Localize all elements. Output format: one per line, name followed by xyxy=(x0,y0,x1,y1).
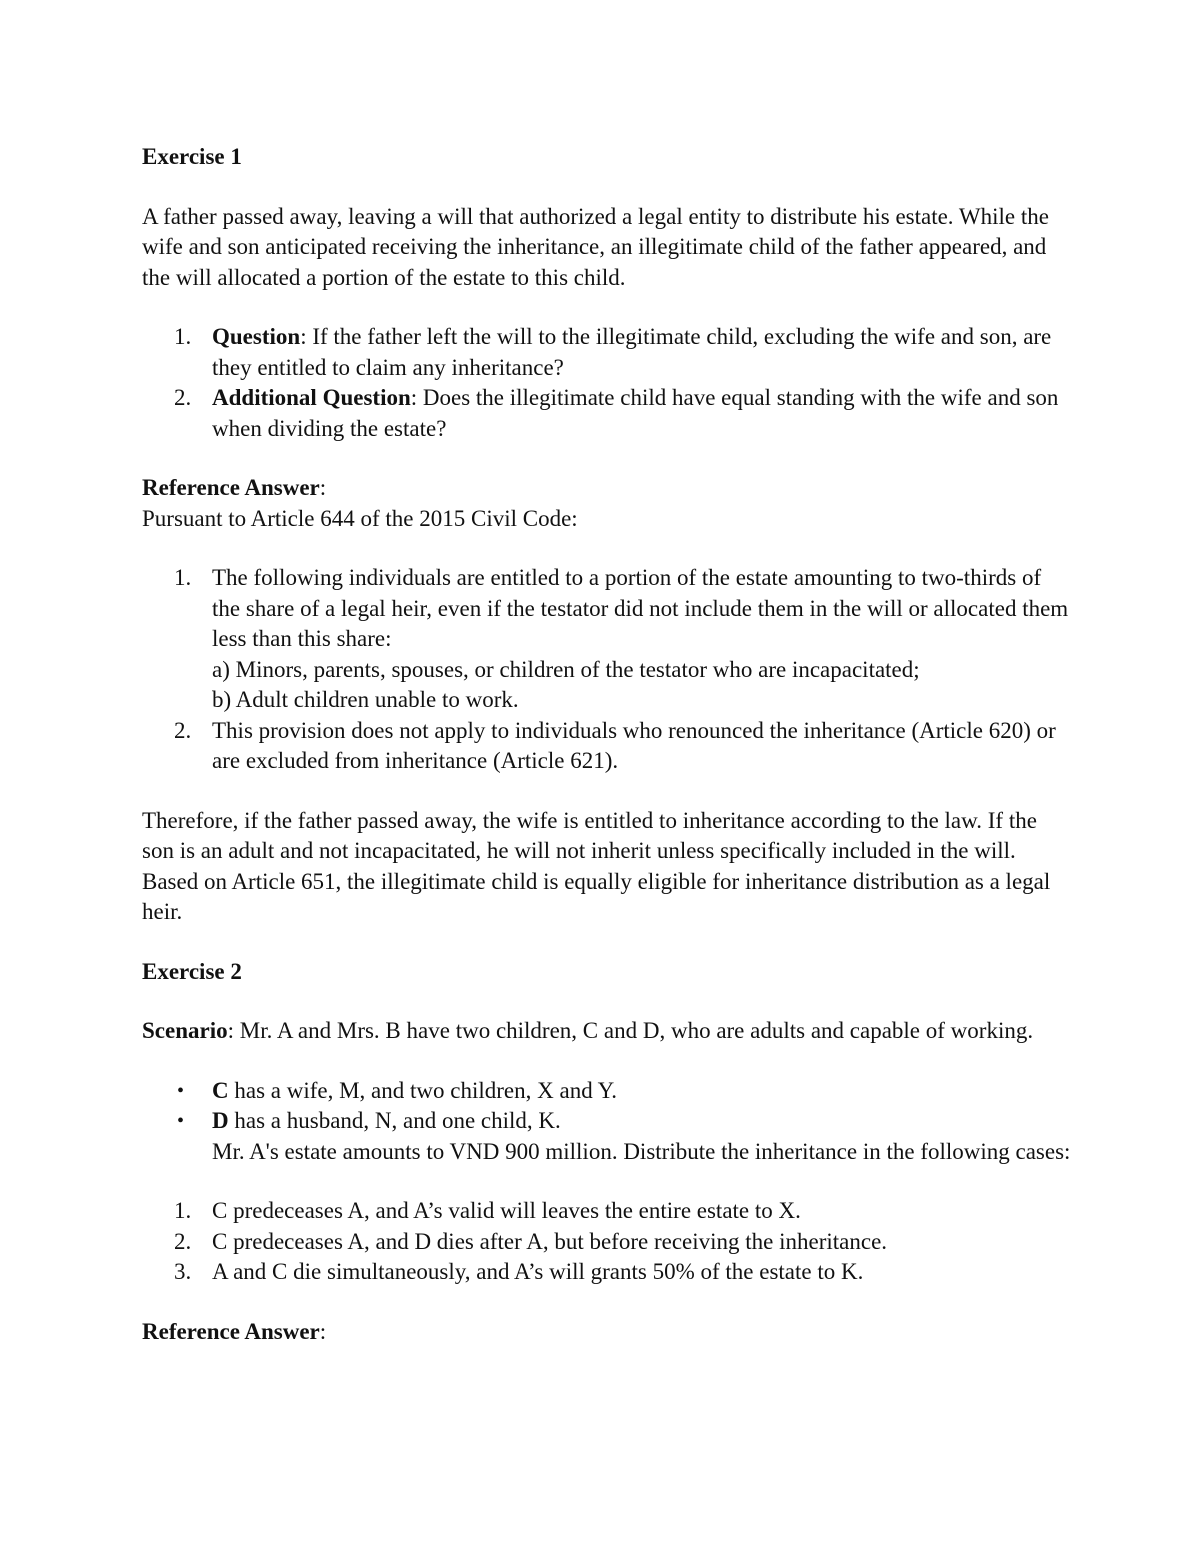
answer-item xyxy=(142,563,1072,716)
reference-answer-intro: Pursuant to Article 644 of the 2015 Civil Code: xyxy=(142,505,578,531)
reference-answer-colon: : xyxy=(319,1318,327,1344)
answer-item xyxy=(142,716,1072,777)
list-marker: 1. xyxy=(174,1198,192,1223)
question-label: Additional Question xyxy=(212,385,411,410)
question-item xyxy=(142,322,1072,383)
spacer xyxy=(142,534,1072,563)
case-item xyxy=(142,1196,1072,1227)
case-item xyxy=(142,1257,1072,1288)
reference-answer-label: Reference Answer xyxy=(142,1318,320,1344)
case-text: C predeceases A, and D dies after A, but before receiving the inheritance. xyxy=(212,1228,888,1254)
answer-sub-a: a) Minors, parents, spouses, or children of the testator who are incapacitated; xyxy=(212,656,920,682)
spacer xyxy=(142,293,1072,322)
spacer xyxy=(142,1288,1072,1317)
reference-answer-label: Reference Answer xyxy=(142,475,320,500)
question-item xyxy=(142,383,1072,444)
bullet-item xyxy=(142,1076,1072,1107)
spacer xyxy=(142,444,1072,473)
family-bullets xyxy=(142,1076,1072,1168)
case-item xyxy=(142,1227,1072,1258)
case-text: C predeceases A, and A’s valid will leaves the entire estate to X. xyxy=(212,1198,801,1223)
exercise-1-intro: A father passed away, leaving a will that authorized a legal entity to distribute his estate. While the wife and son anticipated receiving the inheritance, an illegitimate child of the father appeared, and the will allocated a portion of the estate to this child. xyxy=(142,203,1049,290)
bullet-label: C xyxy=(212,1077,229,1103)
reference-answer-colon: : xyxy=(319,475,327,500)
document-page xyxy=(142,142,1072,1347)
answer-text: The following individuals are entitled to a portion of the estate amounting to two-thirds of the share of a legal heir, even if the testator did not include them in the will or allocated them less than this share: xyxy=(212,565,1069,651)
list-marker: 1. xyxy=(174,324,192,349)
bullet-marker: • xyxy=(177,1110,185,1132)
spacer xyxy=(142,928,1072,957)
exercise-2-reference-answer xyxy=(142,1317,1072,1348)
bullet-text: has a wife, M, and two children, X and Y. xyxy=(228,1077,617,1103)
bullet-label: D xyxy=(212,1108,229,1133)
spacer xyxy=(142,1047,1072,1076)
question-text: : Does the illegitimate child have equal standing with the wife and son when dividing the estate? xyxy=(212,385,1059,441)
list-marker: 2. xyxy=(174,1228,192,1254)
cases-list xyxy=(142,1196,1072,1288)
reference-answer-list xyxy=(142,563,1072,777)
scenario-text: : Mr. A and Mrs. B have two children, C and D, who are adults and capable of working. xyxy=(227,1018,1034,1043)
list-marker: 2. xyxy=(174,385,192,410)
bullet-item xyxy=(142,1106,1072,1167)
scenario-paragraph xyxy=(142,1016,1072,1047)
list-marker: 1. xyxy=(174,565,192,590)
spacer xyxy=(142,1167,1072,1196)
reference-answer-heading xyxy=(142,473,1072,504)
bullet-marker: • xyxy=(177,1079,185,1102)
spacer xyxy=(142,777,1072,806)
bullet-text: has a husband, N, and one child, K. xyxy=(228,1108,561,1133)
bullet-extra-text: Mr. A's estate amounts to VND 900 million. Distribute the inheritance in the following cases: xyxy=(212,1138,1071,1164)
answer-sub-b: b) Adult children unable to work. xyxy=(212,687,519,712)
answer-text: This provision does not apply to individuals who renounced the inheritance (Article 620) or are excluded from inheritance (Article 621). xyxy=(212,717,1056,773)
exercise-2-title: Exercise 2 xyxy=(142,958,242,984)
list-marker: 3. xyxy=(174,1259,192,1284)
case-text: A and C die simultaneously, and A’s will grants 50% of the estate to K. xyxy=(212,1259,864,1284)
exercise-1-conclusion: Therefore, if the father passed away, the wife is entitled to inheritance according to the law. If the son is an adult and not incapacitated, he will not inherit unless specifically included in the will. Based on Article 651, the illegitimate child is equally eligible for inheritance distribution as a legal heir. xyxy=(142,807,1051,924)
scenario-label: Scenario xyxy=(142,1018,228,1043)
exercise-1-title: Exercise 1 xyxy=(142,144,242,169)
exercise-1-questions xyxy=(142,322,1072,444)
list-marker: 2. xyxy=(174,717,192,743)
spacer xyxy=(142,173,1072,202)
spacer xyxy=(142,987,1072,1016)
question-text: : If the father left the will to the illegitimate child, excluding the wife and son, are they entitled to claim any inheritance? xyxy=(212,324,1052,380)
question-label: Question xyxy=(212,324,301,349)
